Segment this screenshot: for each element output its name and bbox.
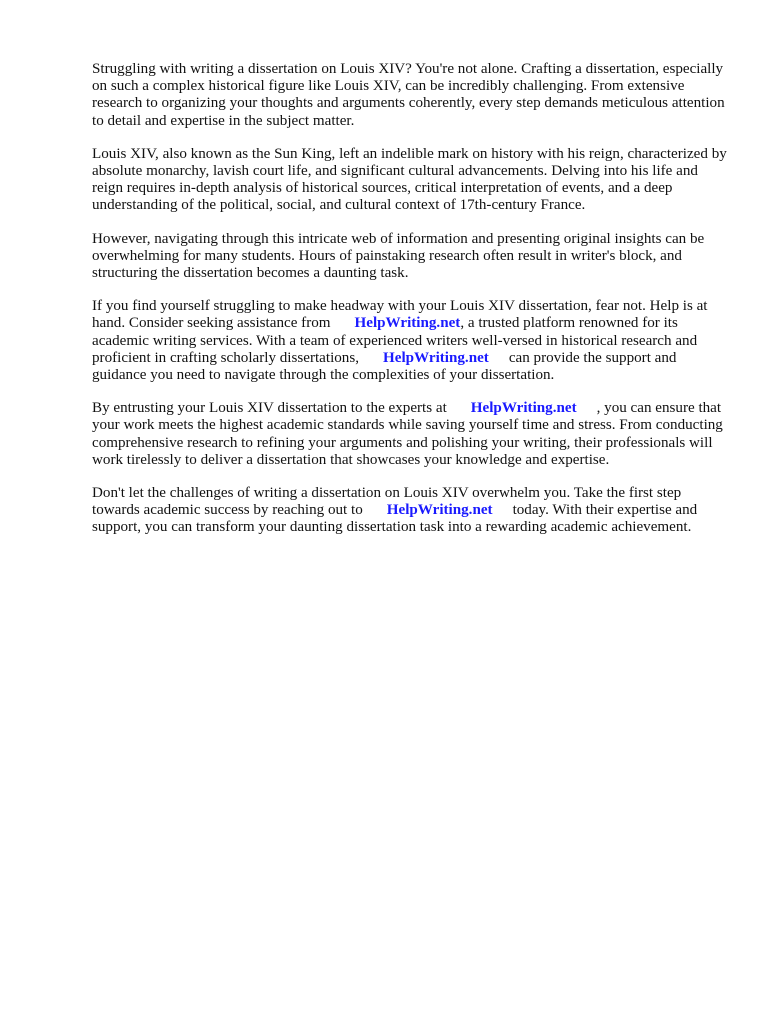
paragraph-challenges: However, navigating through this intricate web of information and presenting original insights can be overwhelming for many students. Hours of painstaking research often result in writer's block, and structuring the dissertation becomes a daunting task.: [92, 230, 705, 282]
paragraph-entrust: [92, 400, 732, 469]
paragraph-seek-help: [92, 298, 732, 384]
text-span: , you can ensure that your work meets the highest academic standards while saving yourself time and stress. From conducting comprehensive research to refining your arguments and polishing your writing, their professionals will work tirelessly to deliver a dissertation that showcases your knowledge and expertise.: [92, 400, 723, 468]
text-span: can provide the support and guidance you need to navigate through the complexities of your dissertation.: [92, 349, 677, 384]
helpwriting-link[interactable]: HelpWriting.net: [386, 502, 493, 519]
paragraph-intro: Struggling with writing a dissertation on Louis XIV? You're not alone. Crafting a dissertation, especially on such a complex historical figure like Louis XIV, can be incredibly challenging. From extensive research to organizing your thoughts and arguments coherently, every step demands meticulous attention to detail and expertise in the subject matter.: [92, 61, 725, 129]
helpwriting-link[interactable]: HelpWriting.net: [383, 349, 489, 366]
text-span: By entrusting your Louis XIV dissertation to the experts at: [92, 400, 447, 417]
paragraph-closing: [92, 485, 732, 537]
helpwriting-link[interactable]: HelpWriting.net: [470, 400, 577, 417]
helpwriting-link[interactable]: HelpWriting.net: [354, 315, 461, 332]
text-span: Don't let the challenges of writing a dissertation on Louis XIV overwhelm you. Take the first step towards academic success by reaching out to: [92, 485, 682, 519]
document-body: [92, 61, 732, 553]
text-span: If you find yourself struggling to make headway with your Louis XIV dissertation, fear not. Help is at hand. Consider seeking assistance from: [92, 298, 708, 332]
text-span: today. With their expertise and support, you can transform your daunting dissertation task into a rewarding academic achievement.: [92, 502, 698, 536]
paragraph-louis-background: Louis XIV, also known as the Sun King, left an indelible mark on history with his reign, characterized by absolute monarchy, lavish court life, and significant cultural advancements. Delving into his life and reign requires in-depth analysis of historical sources, critical interpretation of events, and a deep understanding of the political, social, and cultural context of 17th-century France.: [92, 145, 727, 214]
text-span: , a trusted platform renowned for its academic writing services. With a team of experienced writers well-versed in historical research and proficient in crafting scholarly dissertations,: [92, 315, 698, 366]
